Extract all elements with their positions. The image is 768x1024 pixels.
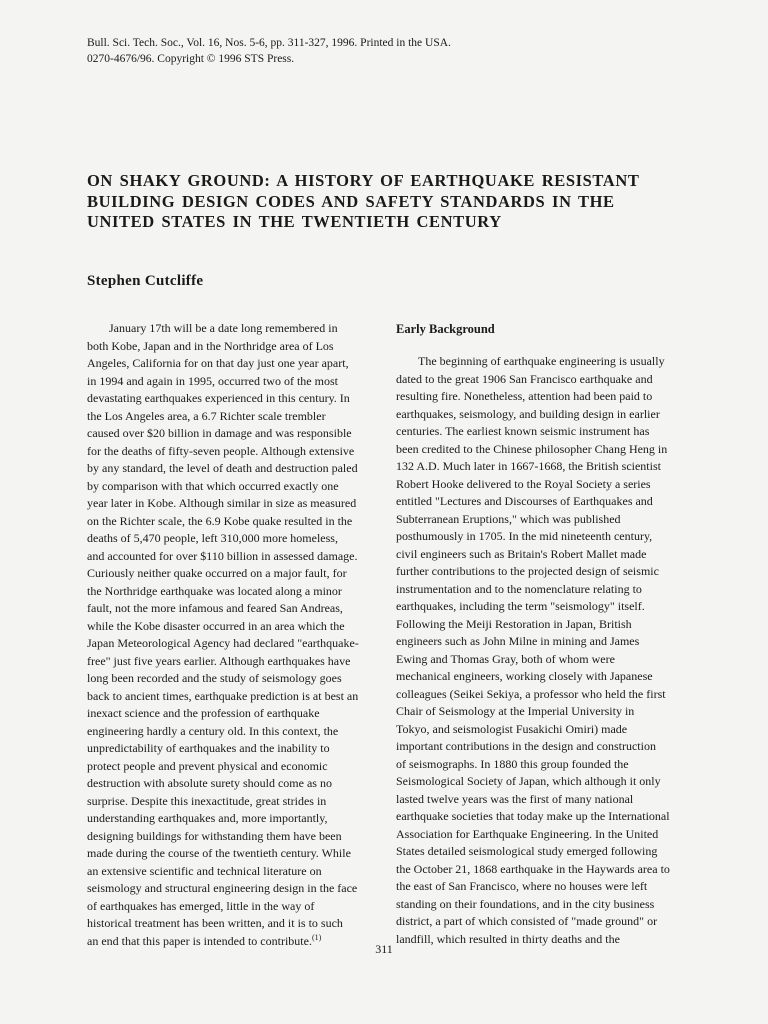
text-line-content: devastating earthquakes experienced in this century. In (87, 391, 350, 405)
text-line (396, 843, 682, 861)
footnote-marker[interactable]: (1) (311, 932, 322, 942)
text-line-content: been credited to the Chinese philosopher Chang Heng in (396, 441, 668, 456)
text-line-content: designing buildings for withstanding them have been (87, 828, 342, 843)
text-line (87, 793, 373, 811)
text-line (87, 670, 373, 688)
title-line: ON SHAKY GROUND: A HISTORY OF EARTHQUAKE RESISTANT (87, 171, 640, 190)
text-line (87, 425, 373, 443)
article-title (87, 171, 687, 233)
text-line (396, 493, 682, 511)
text-line (87, 495, 373, 513)
text-line-content: posthumously in 1705. In the mid nineteenth century, (396, 529, 653, 543)
text-line (87, 810, 373, 828)
text-line-content: caused over $20 billion in damage and was responsible (87, 426, 352, 440)
text-line-content: resulting fire. Nonetheless, attention had been paid to (396, 389, 653, 403)
text-line (396, 738, 682, 756)
text-line-content: the October 21, 1868 earthquake in the Haywards area to (396, 861, 670, 876)
text-line-content: for the deaths of fifty-seven people. Although extensive (87, 443, 355, 458)
text-line-content: deaths of 5,470 people, left 310,000 more homeless, (87, 531, 338, 545)
text-line-content: of seismographs. In 1880 this group founded the (396, 756, 629, 771)
text-line (396, 913, 682, 931)
text-line-content: civil engineers such as Britain's Robert Mallet made (396, 546, 647, 561)
right-column (396, 320, 682, 948)
text-line-content: earthquakes, seismology, and building design in earlier (396, 406, 660, 421)
text-line-content: while the Kobe disaster occurred in an area which the (87, 618, 345, 633)
text-line (87, 915, 373, 933)
text-line (396, 388, 682, 406)
text-line-content: of earthquakes has emerged, little in the way of (87, 898, 315, 913)
text-line-content: unpredictability of earthquakes and the inability to (87, 741, 330, 755)
text-line (87, 600, 373, 618)
text-line-content: Angeles, California for on that day just one year apart, (87, 356, 349, 370)
text-line-content: both Kobe, Japan and in the Northridge area of Los (87, 338, 334, 353)
text-line-content: mechanical engineers, working closely with Japanese (396, 669, 653, 683)
text-line (87, 635, 373, 653)
text-line (396, 371, 682, 389)
text-line-content: back to ancient times, earthquake prediction is at best an (87, 688, 359, 703)
text-line (396, 773, 682, 791)
text-line (87, 338, 373, 356)
text-line (396, 686, 682, 704)
text-line-content: Robert Hooke delivered to the Royal Society a series (396, 476, 651, 491)
text-line-content: dated to the great 1906 San Francisco earthquake and (396, 371, 653, 386)
text-line (396, 668, 682, 686)
text-line-content: lasted twelve years was the first of many national (396, 791, 634, 806)
text-line-content: destruction with absolute surety should come as no (87, 776, 332, 790)
text-line-content: on the Richter scale, the 6.9 Kobe quake resulted in the (87, 513, 353, 528)
text-line (87, 828, 373, 846)
text-line-content: Following the Meiji Restoration in Japan, British (396, 616, 632, 631)
text-line-content: landfill, which resulted in thirty deaths and the (396, 931, 620, 946)
text-line-content: surprise. Despite this inexactitude, great strides in (87, 793, 327, 808)
text-line-content: Ewing and Thomas Gray, both of whom were (396, 651, 615, 666)
text-line-content: fault, not the more infamous and feared San Andreas, (87, 601, 343, 615)
text-line (396, 756, 682, 774)
text-line-content: centuries. The earliest known seismic instrument has (396, 424, 650, 438)
copyright-line: 0270-4676/96. Copyright © 1996 STS Press. (87, 52, 295, 65)
text-line (396, 633, 682, 651)
text-line-content: further contributions to the projected design of seismic (396, 564, 659, 578)
text-line (396, 476, 682, 494)
title-line: BUILDING DESIGN CODES AND SAFETY STANDARDS IN THE (87, 191, 615, 211)
right-column-body (396, 353, 682, 948)
text-line (396, 441, 682, 459)
text-line (87, 320, 373, 338)
text-line-content: Chair of Seismology at the Imperial University in (396, 704, 635, 718)
text-line-content: long been recorded and the study of seismology goes (87, 671, 342, 685)
text-line-content: by any standard, the level of death and destruction paled (87, 461, 358, 475)
text-line (396, 423, 682, 441)
text-line-content: an extensive scientific and technical literature on (87, 863, 322, 878)
text-line-content: year later in Kobe. Although similar in size as measured (87, 496, 357, 510)
text-line-content: instrumentation and to the nomenclature relating to (396, 581, 642, 596)
text-line-content: The beginning of earthquake engineering is usually (418, 354, 665, 368)
text-line-content: colleagues (Seikei Sekiya, a professor who held the first (396, 686, 666, 701)
text-line (396, 616, 682, 634)
text-line (396, 896, 682, 914)
text-line-content: district, a part of which consisted of "made ground" or (396, 914, 658, 928)
text-line-content: engineers such as John Milne in mining and James (396, 634, 640, 648)
title-line: UNITED STATES IN THE TWENTIETH CENTURY (87, 212, 502, 231)
journal-header (87, 36, 451, 67)
text-line-content: the Northridge earthquake was located along a minor (87, 583, 342, 598)
text-line-content: States detailed seismological study emerged following (396, 844, 658, 858)
text-line-content: an end that this paper is intended to contribute. (87, 933, 312, 948)
text-line (87, 390, 373, 408)
text-line-content: entitled "Lectures and Discourses of Earthquakes and (396, 494, 653, 508)
text-line (396, 791, 682, 809)
text-line (396, 563, 682, 581)
text-line-content: Curiously neither quake occurred on a major fault, for (87, 566, 347, 580)
text-line (87, 705, 373, 723)
text-line (396, 826, 682, 844)
text-line (396, 581, 682, 599)
page-number: 311 (375, 942, 393, 956)
text-line (87, 845, 373, 863)
text-line-content: Seismological Society of Japan, which although it only (396, 774, 661, 788)
text-line (396, 546, 682, 564)
text-line (87, 565, 373, 583)
text-line-content: understanding earthquakes and, more importantly, (87, 811, 328, 825)
text-line (396, 598, 682, 616)
text-line-content: and accounted for over $110 billion in assessed damage. (87, 548, 358, 563)
text-line (87, 443, 373, 461)
text-line (396, 406, 682, 424)
text-line-content: important contributions in the design and construction (396, 739, 656, 753)
author-name: Stephen Cutcliffe (87, 273, 204, 289)
text-line-content: the Los Angeles area, a 6.7 Richter scale trembler (87, 408, 326, 423)
text-line-content: Subterranean Eruptions," which was published (396, 511, 621, 526)
text-line (396, 703, 682, 721)
text-line-content: January 17th will be a date long remembered in (109, 321, 338, 335)
text-line (396, 861, 682, 879)
text-line-content: made during the course of the twentieth century. While (87, 846, 351, 860)
text-line-content: by comparison with that which occurred exactly one (87, 478, 339, 493)
text-line (87, 460, 373, 478)
text-line (87, 775, 373, 793)
text-line-content: earthquakes, including the term "seismology" itself. (396, 599, 645, 613)
text-line (87, 653, 373, 671)
text-line (396, 528, 682, 546)
text-line-content: standing on their foundations, and in the city business (396, 896, 655, 911)
text-line (396, 808, 682, 826)
text-line-content: historical treatment has been written, and it is to such (87, 916, 343, 930)
text-line (87, 898, 373, 916)
text-line (396, 458, 682, 476)
text-line-content: earthquake societies that today make up the International (396, 809, 670, 823)
text-line (87, 758, 373, 776)
text-line (87, 740, 373, 758)
text-line (87, 880, 373, 898)
text-line-content: Association for Earthquake Engineering. In the United (396, 826, 659, 841)
section-heading: Early Background (396, 322, 495, 336)
journal-citation: Bull. Sci. Tech. Soc., Vol. 16, Nos. 5-6, pp. 311-327, 1996. Printed in the USA. (87, 37, 451, 49)
text-line-content: seismology and structural engineering design in the face (87, 881, 358, 895)
text-line-content: Tokyo, and seismologist Fusakichi Omiri) made (396, 721, 628, 736)
text-line (87, 723, 373, 741)
text-line (87, 530, 373, 548)
text-line (87, 513, 373, 531)
text-line (396, 353, 682, 371)
text-line (87, 408, 373, 426)
text-line (396, 878, 682, 896)
text-line-content: in 1994 and again in 1995, occurred two of the most (87, 373, 338, 388)
text-line-content: free" just five years earlier. Although earthquakes have (87, 653, 351, 668)
text-line-content: protect people and prevent physical and economic (87, 758, 328, 773)
text-line-content: engineering hardly a century old. In this context, the (87, 723, 339, 738)
text-line-content: inexact science and the profession of earthquake (87, 706, 320, 720)
text-line (87, 583, 373, 601)
text-line (87, 863, 373, 881)
text-line (87, 688, 373, 706)
text-line (396, 721, 682, 739)
text-line (396, 511, 682, 529)
left-column (87, 320, 373, 950)
text-line (396, 651, 682, 669)
text-line-content: the east of San Francisco, where no houses were left (396, 879, 648, 893)
text-line-content: Japan Meteorological Agency had declared "earthquake- (87, 636, 359, 650)
text-line (87, 355, 373, 373)
text-line-content: 132 A.D. Much later in 1667-1668, the British scientist (396, 459, 661, 473)
text-line (87, 618, 373, 636)
text-line (87, 548, 373, 566)
text-line (87, 373, 373, 391)
text-line (87, 478, 373, 496)
